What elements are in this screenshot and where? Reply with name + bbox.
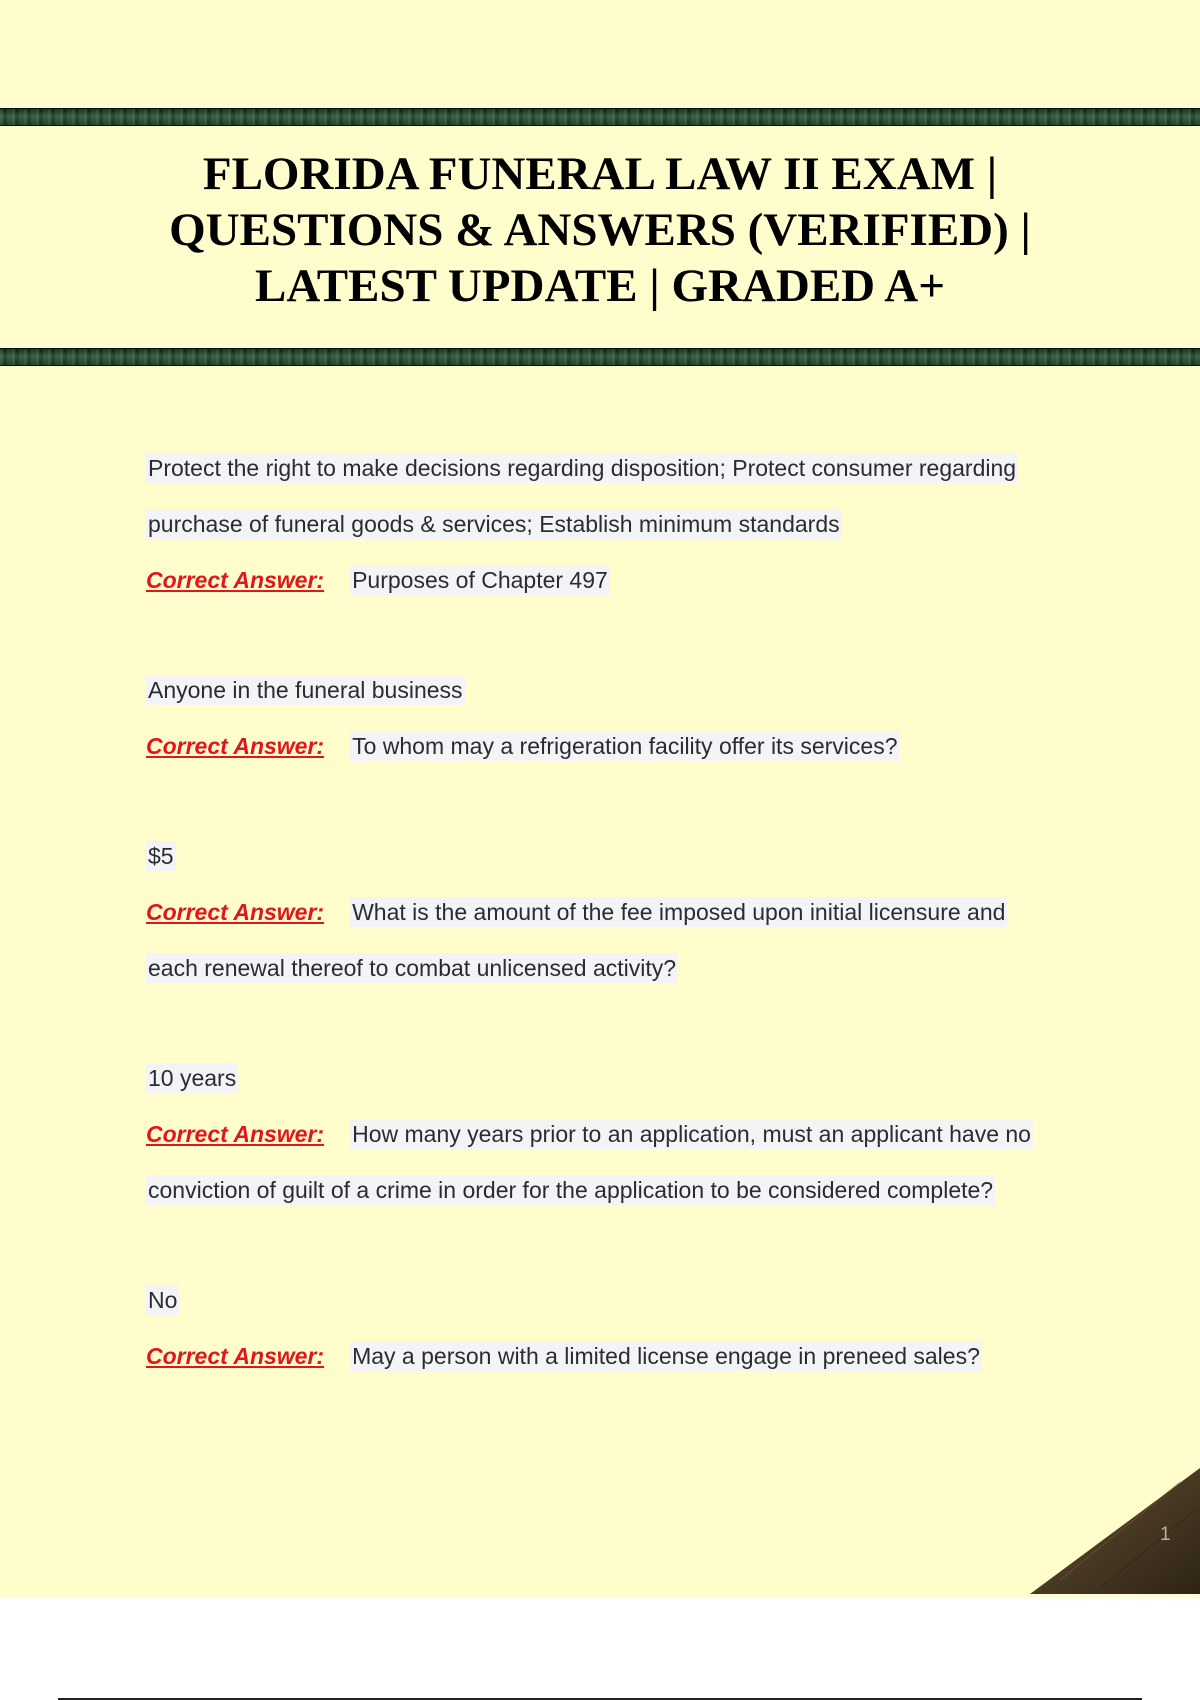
- term-text: 10 years: [148, 1065, 237, 1091]
- title-line: LATEST UPDATE | GRADED A+: [254, 260, 946, 312]
- answer-line: [146, 1106, 1076, 1162]
- term-line: [146, 1050, 1076, 1106]
- answer-text: conviction of guilt of a crime in order for the application to be considered complete?: [148, 1177, 994, 1203]
- answer-text: May a person with a limited license engage in preneed sales?: [352, 1343, 980, 1369]
- document-title: [0, 146, 1200, 314]
- answer-line: [146, 1328, 1076, 1384]
- title-line: QUESTIONS & ANSWERS (VERIFIED) |: [169, 204, 1031, 256]
- correct-answer-label: Correct Answer:: [146, 567, 325, 593]
- answer-line: [146, 552, 1076, 608]
- term-text: Anyone in the funeral business: [148, 677, 463, 703]
- qa-item: [146, 1272, 1076, 1384]
- answer-line: [146, 1162, 1076, 1218]
- answer-line: [146, 718, 1076, 774]
- qa-item: [146, 1050, 1076, 1218]
- answer-text: Purposes of Chapter 497: [352, 567, 608, 593]
- answer-text: To whom may a refrigeration facility offer its services?: [352, 733, 898, 759]
- term-line: [146, 662, 1076, 718]
- page-corner-decoration: [1030, 1468, 1200, 1594]
- qa-item: [146, 828, 1076, 996]
- answer-text: How many years prior to an application, must an applicant have no: [352, 1121, 1031, 1147]
- page-number: 1: [1160, 1524, 1171, 1545]
- answer-text: each renewal thereof to combat unlicensed activity?: [148, 955, 677, 981]
- header-top-band: [0, 108, 1200, 126]
- term-line: [146, 440, 1076, 496]
- title-line: FLORIDA FUNERAL LAW II EXAM |: [202, 148, 998, 200]
- term-line: [146, 1272, 1076, 1328]
- term-text: Protect the right to make decisions regarding disposition; Protect consumer regarding: [148, 455, 1017, 481]
- correct-answer-label: Correct Answer:: [146, 1121, 325, 1147]
- answer-text: What is the amount of the fee imposed upon initial licensure and: [352, 899, 1006, 925]
- term-text: purchase of funeral goods & services; Establish minimum standards: [148, 511, 840, 537]
- term-text: $5: [148, 843, 174, 869]
- qa-list: [146, 440, 1076, 1438]
- header-bottom-band: [0, 348, 1200, 366]
- answer-line: [146, 884, 1076, 940]
- correct-answer-label: Correct Answer:: [146, 1343, 325, 1369]
- term-line: [146, 828, 1076, 884]
- qa-item: [146, 440, 1076, 608]
- answer-line: [146, 940, 1076, 996]
- term-line: [146, 496, 1076, 552]
- qa-item: [146, 662, 1076, 774]
- term-text: No: [148, 1287, 178, 1313]
- correct-answer-label: Correct Answer:: [146, 733, 325, 759]
- correct-answer-label: Correct Answer:: [146, 899, 325, 925]
